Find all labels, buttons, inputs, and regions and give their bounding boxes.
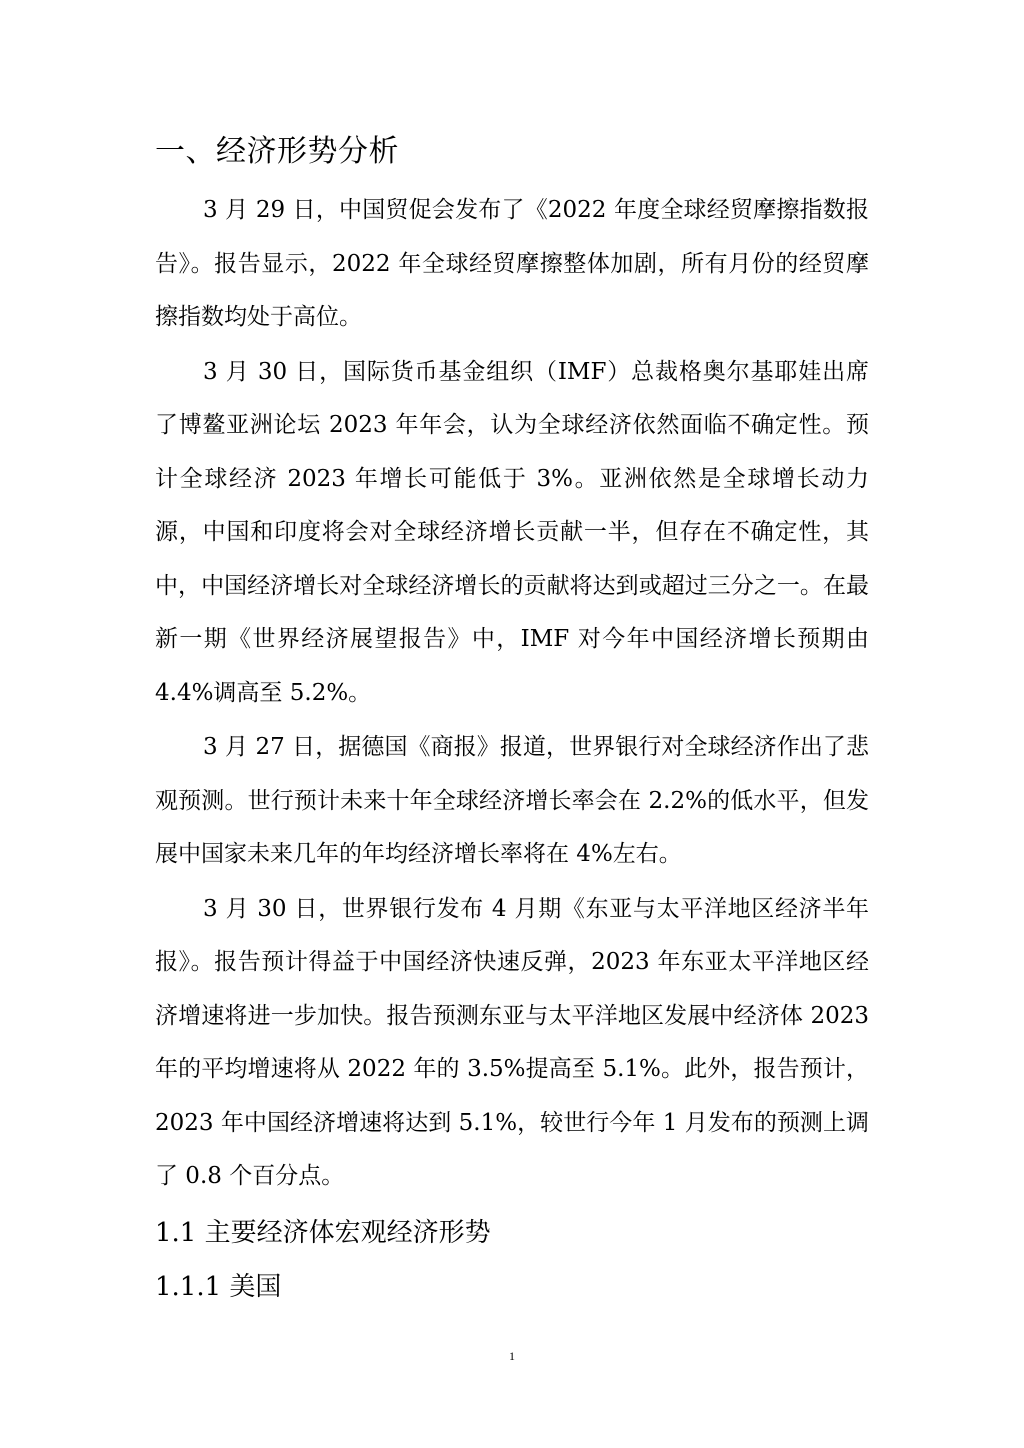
section-heading: 一、经济形势分析 <box>155 134 399 169</box>
paragraph: 3 月 30 日，国际货币基金组织（IMF）总裁格奥尔基耶娃出席了博鳌亚洲论坛 2023 年年会，认为全球经济依然面临不确定性。预计全球经济 2023 年增长可能低于 3%。亚洲依然是全球增长动力源，中国和印度将会对全球经济增长贡献一半，但存在不确定性，其中，中国经济增长对全球经济增长的贡献将达到或超过三分之一。在最新一期《世界经济展望报告》中，IMF 对今年中国经济增长预期由 4.4%调高至 5.2%。 <box>155 358 869 706</box>
subsection-heading: 1.1 主要经济体宏观经济形势 <box>155 1217 491 1248</box>
page-number: 1 <box>509 1349 515 1363</box>
paragraph: 3 月 27 日，据德国《商报》报道，世界银行对全球经济作出了悲观预测。世行预计未来十年全球经济增长率会在 2.2%的低水平，但发展中国家未来几年的年均经济增长率将在 4%左右。 <box>155 734 869 867</box>
subsubsection-heading: 1.1.1 美国 <box>155 1271 282 1302</box>
paragraph: 3 月 29 日，中国贸促会发布了《2022 年度全球经贸摩擦指数报告》。报告显示，2022 年全球经贸摩擦整体加剧，所有月份的经贸摩擦指数均处于高位。 <box>155 197 869 330</box>
document-body <box>155 130 869 1312</box>
paragraph: 3 月 30 日，世界银行发布 4 月期《东亚与太平洋地区经济半年报》。报告预计得益于中国经济快速反弹，2023 年东亚太平洋地区经济增速将进一步加快。报告预测东亚与太平洋地区发展中经济体 2023 年的平均增速将从 2022 年的 3.5%提高至 5.1%。此外，报告预计，2023 年中国经济增速将达到 5.1%，较世行今年 1 月发布的预测上调了 0.8 个百分点。 <box>155 895 869 1189</box>
